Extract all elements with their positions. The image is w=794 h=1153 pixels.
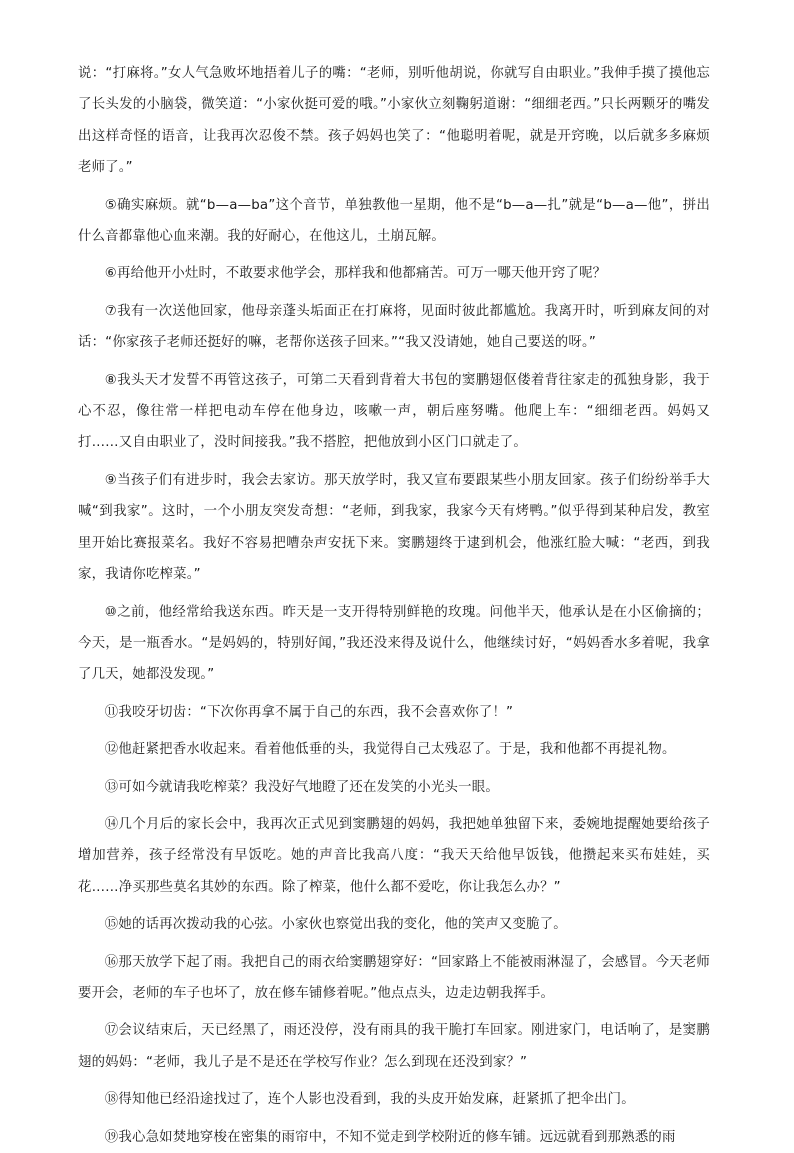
paragraph-12: ⑫他赶紧把香水收起来。看着他低垂的头，我觉得自己太残忍了。于是，我和他都不再提礼物。 xyxy=(104,742,676,758)
paragraph-10: ⑩之前，他经常给我送东西。昨天是一支开得特别鲜艳的玫瑰。问他半天，他承认是在小区偷摘的；今天，是一瓶香水。“是妈妈的，特别好闻，”我还没来得及说什么，他继续讨好，“妈妈香水多着呢，我拿了几天，她都没发现。” xyxy=(78,604,710,683)
paragraph-9: ⑨当孩子们有进步时，我会去家访。那天放学时，我又宣布要跟某些小朋友回家。孩子们纷纷举手大喊“到我家”。这时，一个小朋友突发奇想：“老师，到我家，我家今天有烤鸭。”似乎得到某种启发，教室里开始比赛报菜名。我好不容易把嘈杂声安抚下来。窦鹏翅终于逮到机会，他涨红脸大喊：“老西，到我家，我请你吃榨菜。” xyxy=(78,472,710,583)
paragraph-18: ⑱得知他已经沿途找过了，连个人影也没看到，我的头皮开始发麻，赶紧抓了把伞出门。 xyxy=(104,1092,635,1108)
paragraph-19: ⑲我心急如焚地穿梭在密集的雨帘中，不知不觉走到学校附近的修车铺。远远就看到那熟悉的雨 xyxy=(104,1129,676,1145)
paragraph-16: ⑯那天放学下起了雨。我把自己的雨衣给窦鹏翅穿好：“回家路上不能被雨淋湿了，会感冒。今天老师要开会，老师的车子也坏了，放在修车铺修着呢。”他点点头，边走边朝我挥手。 xyxy=(78,954,710,1001)
paragraph-11: ⑪我咬牙切齿：“下次你再拿不属于自己的东西，我不会喜欢你了！” xyxy=(104,704,514,720)
paragraph-15: ⑮她的话再次拨动我的心弦。小家伙也察觉出我的变化，他的笑声又变脆了。 xyxy=(104,917,567,933)
paragraph-17: ⑰会议结束后，天已经黑了，雨还没停，没有雨具的我干脆打车回家。刚进家门，电话响了，是窦鹏翅的妈妈：“老师，我儿子是不是还在学校写作业？怎么到现在还没到家？” xyxy=(78,1023,710,1070)
paragraph-13: ⑬可如今就请我吃榨菜？我没好气地瞪了还在发笑的小光头一眼。 xyxy=(104,779,499,795)
paragraph-6: ⑥再给他开小灶时，不敢要求他学会，那样我和他都痛苦。可万一哪天他开窍了呢？ xyxy=(104,266,607,282)
paragraph-continued: 说：“打麻将。”女人气急败坏地捂着儿子的嘴：“老师，别听他胡说，你就写自由职业。”我伸手摸了摸他忘了长头发的小脑袋，微笑道：“小家伙挺可爱的哦。”小家伙立刻鞠躬道谢：“细细老西。”只长两颗牙的嘴发出这样奇怪的语音，让我再次忍俊不禁。孩子妈妈也笑了：“他聪明着呢，就是开窍晚，以后就多多麻烦老师了。” xyxy=(78,66,710,176)
paragraph-7: ⑦我有一次送他回家，他母亲蓬头垢面正在打麻将，见面时彼此都尴尬。我离开时，听到麻友间的对话：“你家孩子老师还挺好的嘛，老帮你送孩子回来。”“我又没请她，她自己要送的呀。” xyxy=(78,303,710,351)
paragraph-5: ⑤确实麻烦。就“b—a—ba”这个音节，单独教他一星期，他不是“b—a—扎”就是“b—a—他”，拼出什么音都靠他心血来潮。我的好耐心，在他这儿，土崩瓦解。 xyxy=(78,197,710,245)
paragraph-8: ⑧我头天才发誓不再管这孩子，可第二天看到背着大书包的窦鹏翅伛偻着背往家走的孤独身影，我于心不忍，像往常一样把电动车停在他身边，咳嗽一声，朝后座努嘴。他爬上车：“细细老西。妈妈又打……又自由职业了，没时间接我。”我不搭腔，把他放到小区门口就走了。 xyxy=(78,372,710,451)
paragraph-14: ⑭几个月后的家长会中，我再次正式见到窦鹏翅的妈妈，我把她单独留下来，委婉地提醒她要给孩子增加营养，孩子经常没有早饭吃。她的声音比我高八度：“我天天给他早饭钱，他攒起来买布娃娃，买花……净买那些莫名其妙的东西。除了榨菜，他什么都不爱吃，你让我怎么办？” xyxy=(78,816,710,895)
